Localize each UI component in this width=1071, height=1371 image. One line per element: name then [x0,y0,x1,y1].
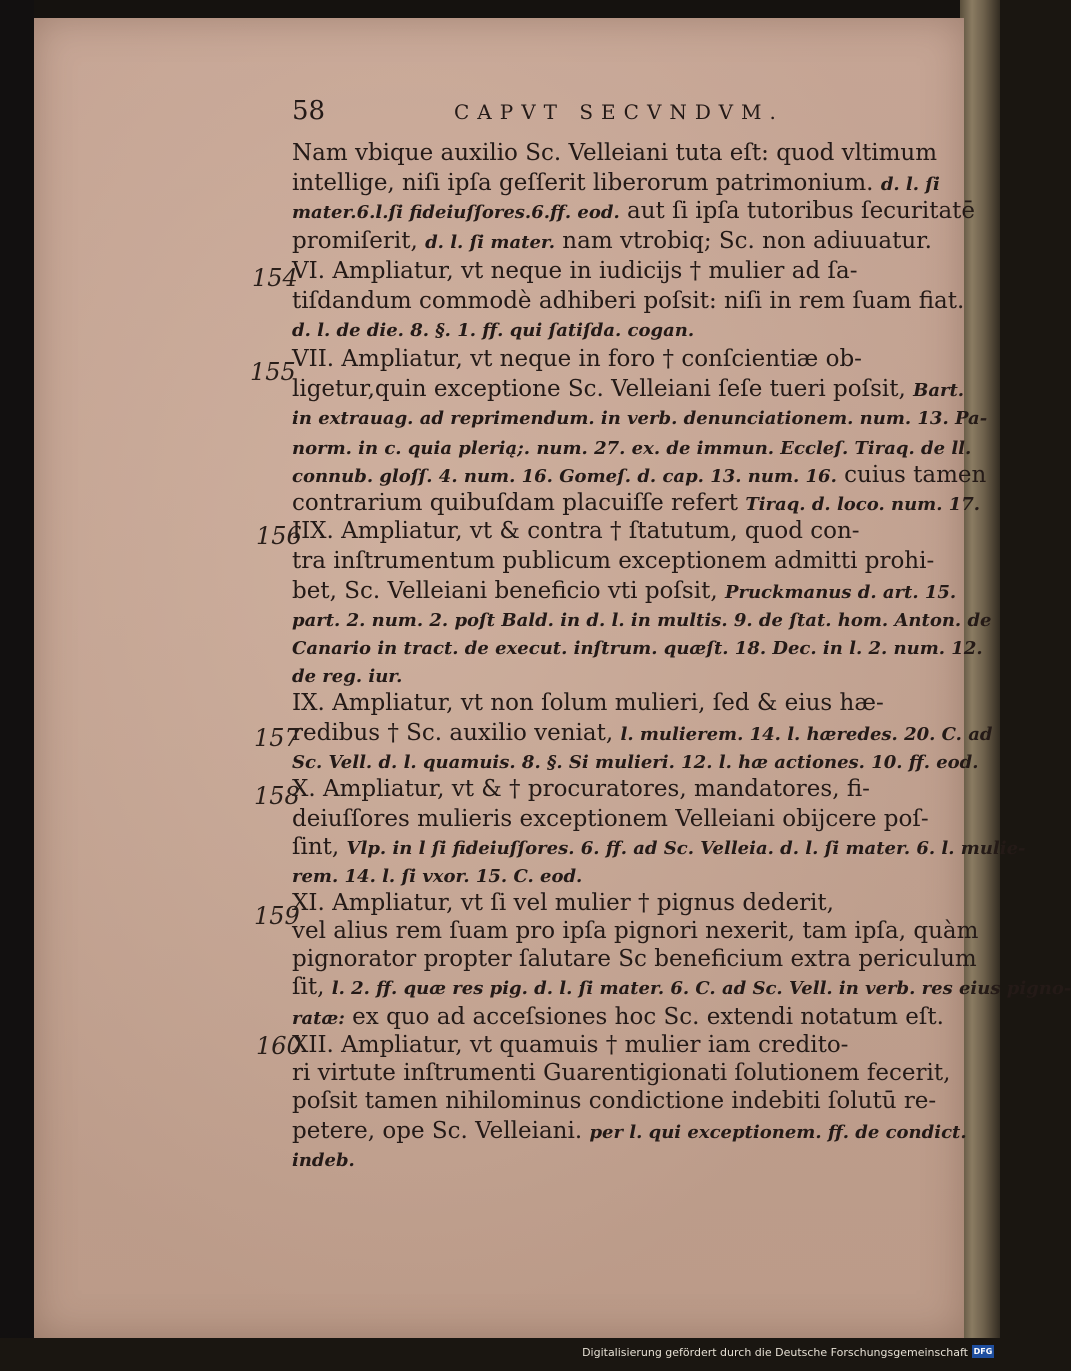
text-line [292,1060,951,1086]
text-line [292,690,944,716]
citation: Sc. Vell. d. l. quamuis. 8. §. Si mulieri. 12. l. hæ actiones. 10. ff. eod. [292,752,979,773]
citation: Bart. [913,380,965,401]
citation: Canario in tract. de execut. inſtrum. quæſt. 18. Dec. in l. 2. num. 12. [292,638,983,659]
text-span: poſsit tamen nihilominus condictione indebiti ſolutū re- [292,1088,937,1114]
text-span: petere, ope Sc. Velleiani. [292,1118,590,1144]
footer-credit: Digitalisierung gefördert durch die Deutsche Forschungsgemeinschaft [582,1346,968,1359]
text-line [292,748,979,774]
citation: Pruckmanus d. art. 15. [724,582,957,603]
margin-number: 159 [254,902,300,930]
citation: l. 2. ff. quæ res pig. d. l. ſi mater. 6. C. ad Sc. Vell. in verb. res eius pigno- [331,978,1071,999]
text-span: ſint, [292,834,347,860]
text-span: nam vtrobiq; Sc. non adiuuatur. [555,228,932,254]
text-line [292,662,944,688]
text-span: ligetur,quin exceptione Sc. Velleiani ſeſe tueri poſsit, [292,376,914,402]
text-line [292,1146,944,1172]
text-line [292,518,944,544]
citation: indeb. [292,1150,355,1171]
citation: connub. gloſſ. 4. num. 16. Gomeſ. d. cap. 13. num. 16. [292,466,837,487]
text-line [292,316,944,342]
margin-number: 160 [256,1032,302,1060]
text-line [292,404,988,430]
text-span: intellige, niſi ipſa geſſerit liberorum patrimonium. [292,170,881,196]
footer-bar [0,1338,1000,1371]
text-line [292,548,944,574]
text-line [292,974,1071,1000]
text-span: IX. Ampliatur, vt non ſolum mulieri, ſed & eius hæ- [292,690,884,716]
text-line [292,606,992,632]
text-span: Nam vbique auxilio Sc. Velleiani tuta eſt: quod vltimum [292,140,937,166]
text-line [292,776,944,802]
text-line [292,462,987,488]
text-span: VI. Ampliatur, vt neque in iudicijs † mulier ad ſa- [292,258,858,284]
margin-number: 155 [250,358,296,386]
text-span: cuius tamen [836,462,987,488]
citation: de reg. iur. [292,666,403,687]
margin-number: 158 [254,782,300,810]
citation: part. 2. num. 2. poſt Bald. in d. l. in multis. 9. de ſtat. hom. Anton. de [292,610,992,631]
page-header [292,96,792,136]
citation: per l. qui exceptionem. ff. de condict. [589,1122,967,1143]
text-span: promiſerit, [292,228,426,254]
text-span: vel alius rem ſuam pro ipſa pignori nexerit, tam ipſa, quàm [292,918,979,944]
running-head: CAPVT SECVNDVM. [454,100,784,124]
text-line [292,228,944,254]
text-line [292,346,944,372]
citation: d. l. de die. 8. §. 1. ff. qui ſatiſda. cogan. [292,320,695,341]
text-line [292,198,976,224]
dfg-logo: DFG [973,1347,993,1356]
text-span: XI. Ampliatur, vt ſi vel mulier † pignus dederit, [292,890,834,916]
text-span: XII. Ampliatur, vt quamuis † mulier iam credito- [292,1032,849,1058]
text-line [292,170,944,196]
citation: rem. 14. l. ſi vxor. 15. C. eod. [292,866,583,887]
text-line [292,834,1026,860]
citation: d. l. ſi [880,174,940,195]
margin-number: 156 [256,522,302,550]
text-span: pignorator propter ſalutare Sc beneficium extra periculum [292,946,977,972]
text-span: ſit, [292,974,332,1000]
text-line [292,720,993,746]
text-line [292,1032,944,1058]
text-line [292,1088,944,1114]
text-span: VII. Ampliatur, vt neque in foro † conſcientiæ ob- [292,346,862,372]
text-line [292,806,944,832]
page-number: 58 [292,96,326,126]
text-line [292,578,957,604]
text-span: tiſdandum commodè adhiberi poſsit: niſi in rem ſuam fiat. [292,288,965,314]
citation: l. mulierem. 14. l. hæredes. 20. C. ad [620,724,993,745]
text-line [292,946,977,972]
text-span: bet, Sc. Velleiani beneficio vti poſsit, [292,578,725,604]
text-span: redibus † Sc. auxilio veniat, [292,720,621,746]
text-span: X. Ampliatur, vt & † procuratores, mandatores, fi- [292,776,870,802]
scan-border-left [0,0,34,1371]
text-span: deiuſſores mulieris exceptionem Velleiani obijcere poſ- [292,806,929,832]
text-span: aut ſi ipſa tutoribus ſecuritatē [619,198,976,224]
text-line [292,1004,944,1030]
text-span: tra inſtrumentum publicum exceptionem admitti prohi- [292,548,935,574]
citation: Vlp. in l ſi fideiuſſores. 6. ff. ad Sc. Velleia. d. l. ſi mater. 6. l. mulie- [346,838,1026,859]
text-line [292,890,944,916]
text-span: IIX. Ampliatur, vt & contra † ſtatutum, quod con- [292,518,860,544]
citation: ratæ: [292,1008,345,1029]
text-line [292,434,972,460]
text-line [292,258,944,284]
text-line [292,862,944,888]
text-span: ri virtute inſtrumenti Guarentigionati ſolutionem fecerit, [292,1060,951,1086]
text-line [292,634,983,660]
citation: in extrauag. ad reprimendum. in verb. denunciationem. num. 13. Pa- [292,408,988,429]
citation: Tiraq. d. loco. num. 17. [745,494,981,515]
text-line [292,490,981,516]
margin-number: 157 [254,724,300,752]
citation: mater.6.l.ſi fideiuſſores.6.ff. eod. [292,202,620,223]
text-line [292,140,944,166]
text-line [292,1118,967,1144]
text-span: ex quo ad acceſsiones hoc Sc. extendi notatum eſt. [344,1004,944,1030]
citation: norm. in c. quia plerią;. num. 27. ex. de immun. Eccleſ. Tiraq. de ll. [292,438,972,459]
citation: d. l. ſi mater. [425,232,555,253]
text-span: contrarium quibuſdam placuiſſe refert [292,490,746,516]
margin-number: 154 [252,264,298,292]
text-line [292,376,965,402]
text-line [292,288,965,314]
text-line [292,918,979,944]
